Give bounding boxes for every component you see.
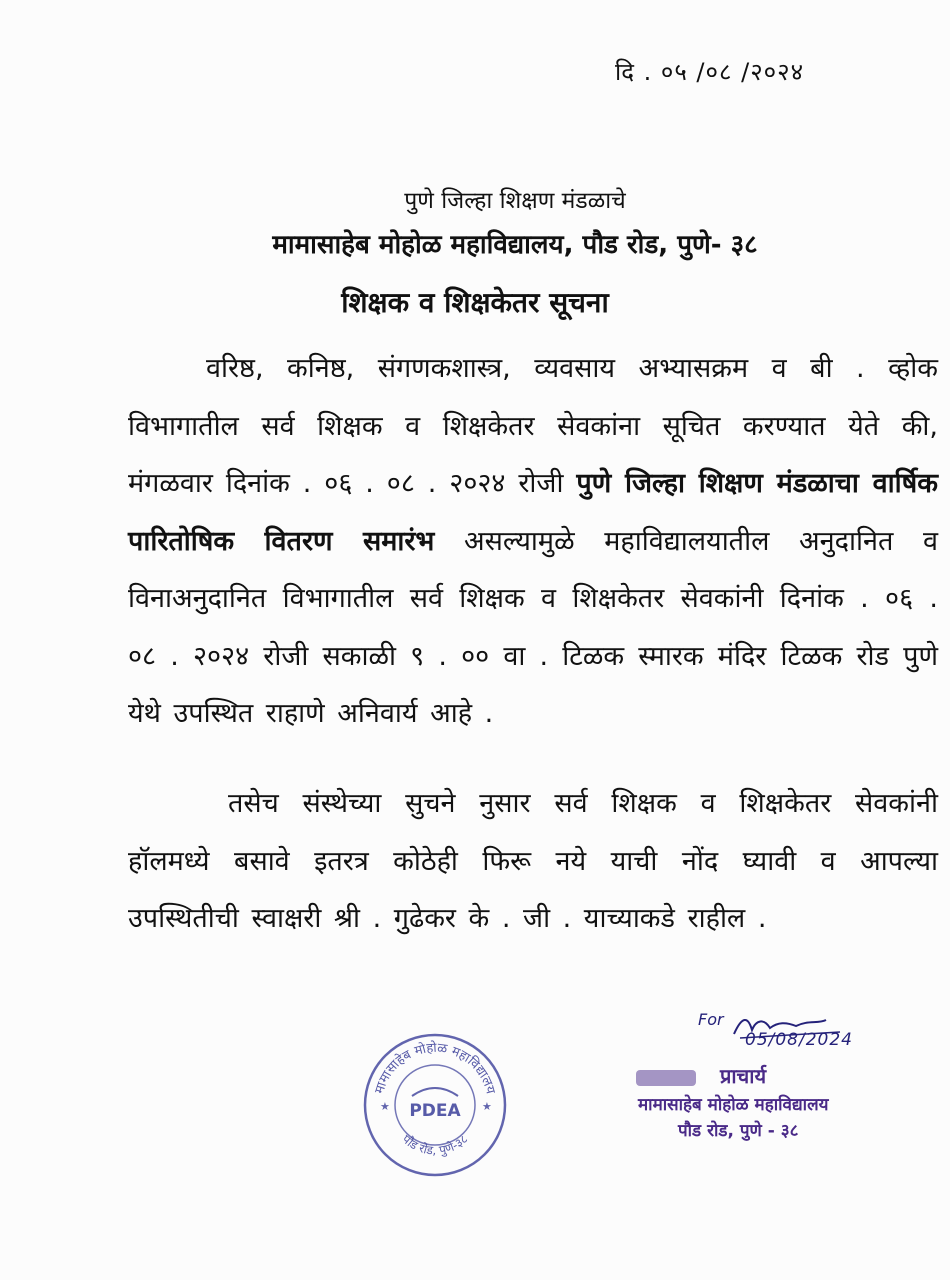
signature-for-text: For (698, 1010, 724, 1029)
seal-top-text: मामासाहेब मोहोळ महाविद्यालय (372, 1040, 498, 1096)
institution-seal (360, 1030, 510, 1180)
stamp-smudge (636, 1070, 696, 1086)
college-name: मामासाहेब मोहोळ महाविद्यालय, पौड रोड, पुणे- ३८ (272, 230, 758, 260)
organization-name: पुणे जिल्हा शिक्षण मंडळाचे (404, 188, 626, 214)
seal-logo-text: PDEA (409, 1101, 461, 1121)
seal-star-right-icon: ★ (482, 1100, 492, 1113)
notice-paragraph-1 (128, 340, 938, 743)
notice-title: शिक्षक व शिक्षकेतर सूचना (341, 286, 609, 319)
paragraph-1-emphasis: पुणे जिल्हा शिक्षण मंडळाचा वार्षिक पारितोषिक वितरण समारंभ (128, 468, 938, 557)
stamp-college-line: मामासाहेब मोहोळ महाविद्यालय (638, 1095, 829, 1115)
principal-title: प्राचार्य (720, 1064, 767, 1088)
stamp-address-line: पौड रोड, पुणे - ३८ (678, 1121, 799, 1141)
paragraph-1-part-2: असल्यामुळे महाविद्यालयातील अनुदानित व विनाअनुदानित विभागातील सर्व शिक्षक व शिक्षकेतर सेवकांनी दिनांक . ०६ . ०८ . २०२४ रोजी सकाळी ९ . ०० वा . टिळक स्मारक मंदिर टिळक रोड पुणे येथे उपस्थित राहाणे अनिवार्य आहे . (128, 525, 938, 729)
paragraph-1-part-1: वरिष्ठ, कनिष्ठ, संगणकशास्त्र, व्यवसाय अभ्यासक्रम व बी . व्होक विभागातील सर्व शिक्षक व शिक्षकेतर सेवकांना सूचित करण्यात येते की, मंगळवार दिनांक . ०६ . ०८ . २०२४ रोजी (128, 353, 938, 499)
principal-signature-block (630, 1010, 930, 1140)
notice-date: दि . ०५ /०८ /२०२४ (615, 58, 805, 86)
signature-date: 05/08/2024 (745, 1030, 853, 1050)
notice-paragraph-2: तसेच संस्थेच्या सुचने नुसार सर्व शिक्षक व शिक्षकेतर सेवकांनी हॉलमध्ये बसावे इतरत्र कोठेही फिरू नये याची नोंद घ्यावी व आपल्या उपस्थितीची स्वाक्षरी श्री . गुढेकर के . जी . याच्याकडे राहील . (128, 788, 938, 934)
seal-star-left-icon: ★ (380, 1100, 390, 1113)
seal-bottom-text: पौड रोड, पुणे-३८ (399, 1131, 471, 1158)
